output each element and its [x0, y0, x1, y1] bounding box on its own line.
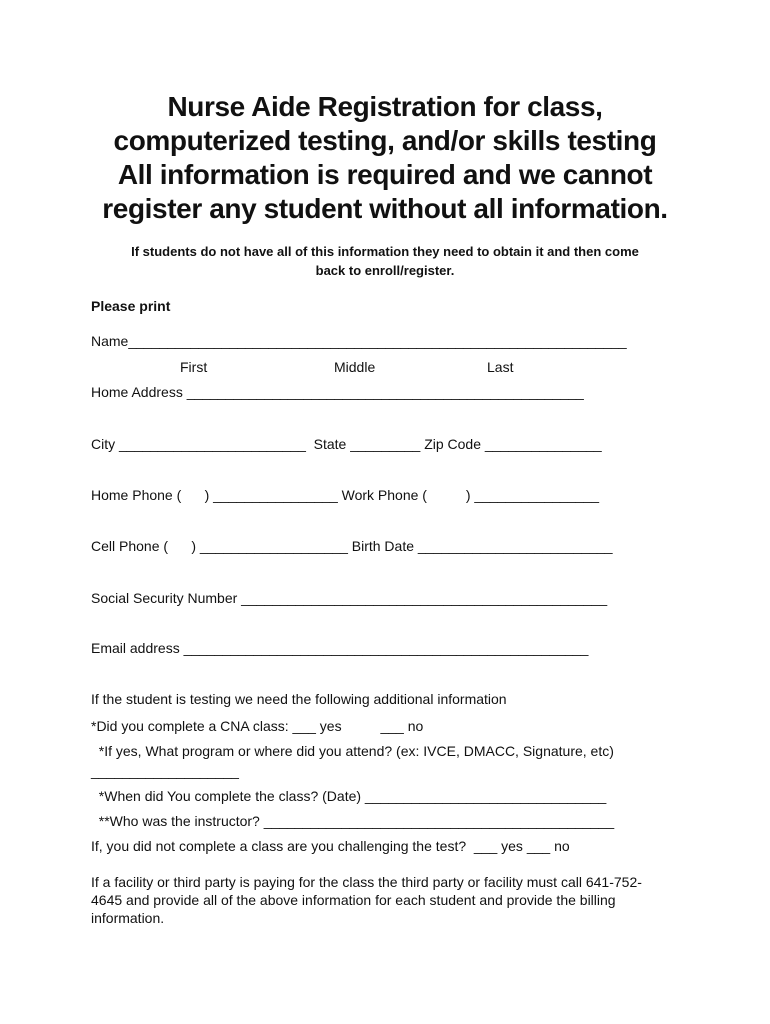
form-title	[0, 90, 770, 226]
ssn-field[interactable]: Social Security Number _______________________________________________	[91, 590, 608, 606]
title-line-3: All information is required and we cannot	[117, 159, 653, 190]
cna-class-question[interactable]: *Did you complete a CNA class: ___ yes ___ no	[91, 718, 424, 734]
challenge-test-question[interactable]: If, you did not complete a class are you challenging the test? ___ yes ___ no	[91, 838, 570, 854]
city-state-zip-field[interactable]: City ________________________ State _________ Zip Code _______________	[91, 436, 602, 452]
name-last-label: Last	[487, 359, 514, 375]
cell-birthdate-fields[interactable]: Cell Phone ( ) ___________________ Birth Date _________________________	[91, 538, 613, 554]
phone-fields[interactable]: Home Phone ( ) ________________ Work Phone ( ) ________________	[91, 487, 599, 503]
program-answer-blank[interactable]: ___________________	[91, 763, 239, 779]
form-instructions	[0, 242, 770, 280]
title-line-2: computerized testing, and/or skills testing	[113, 125, 657, 156]
instructor-question[interactable]: **Who was the instructor? _____________________________________________	[91, 813, 615, 829]
email-field[interactable]: Email address ____________________________________________________	[91, 640, 589, 656]
testing-intro-text: If the student is testing we need the following additional information	[91, 691, 507, 707]
instructions-line-2: back to enroll/register.	[315, 263, 455, 278]
home-address-field[interactable]: Home Address ___________________________________________________	[91, 384, 584, 400]
name-field[interactable]: Name________________________________________________________________	[91, 333, 627, 349]
name-first-label: First	[180, 359, 208, 375]
title-line-4: register any student without all information.	[102, 193, 668, 224]
title-line-1: Nurse Aide Registration for class,	[167, 91, 603, 122]
completion-date-question[interactable]: *When did You complete the class? (Date) _______________________________	[91, 788, 607, 804]
name-middle-label: Middle	[334, 359, 376, 375]
billing-note: If a facility or third party is paying for the class the third party or facility must call 641-752-4645 and provide all of the above information for each student and provide the billing information.	[91, 874, 642, 926]
program-question: *If yes, What program or where did you attend? (ex: IVCE, DMACC, Signature, etc)	[91, 743, 614, 759]
instructions-line-1: If students do not have all of this information they need to obtain it and then come	[131, 244, 639, 259]
please-print-label: Please print	[91, 298, 171, 314]
